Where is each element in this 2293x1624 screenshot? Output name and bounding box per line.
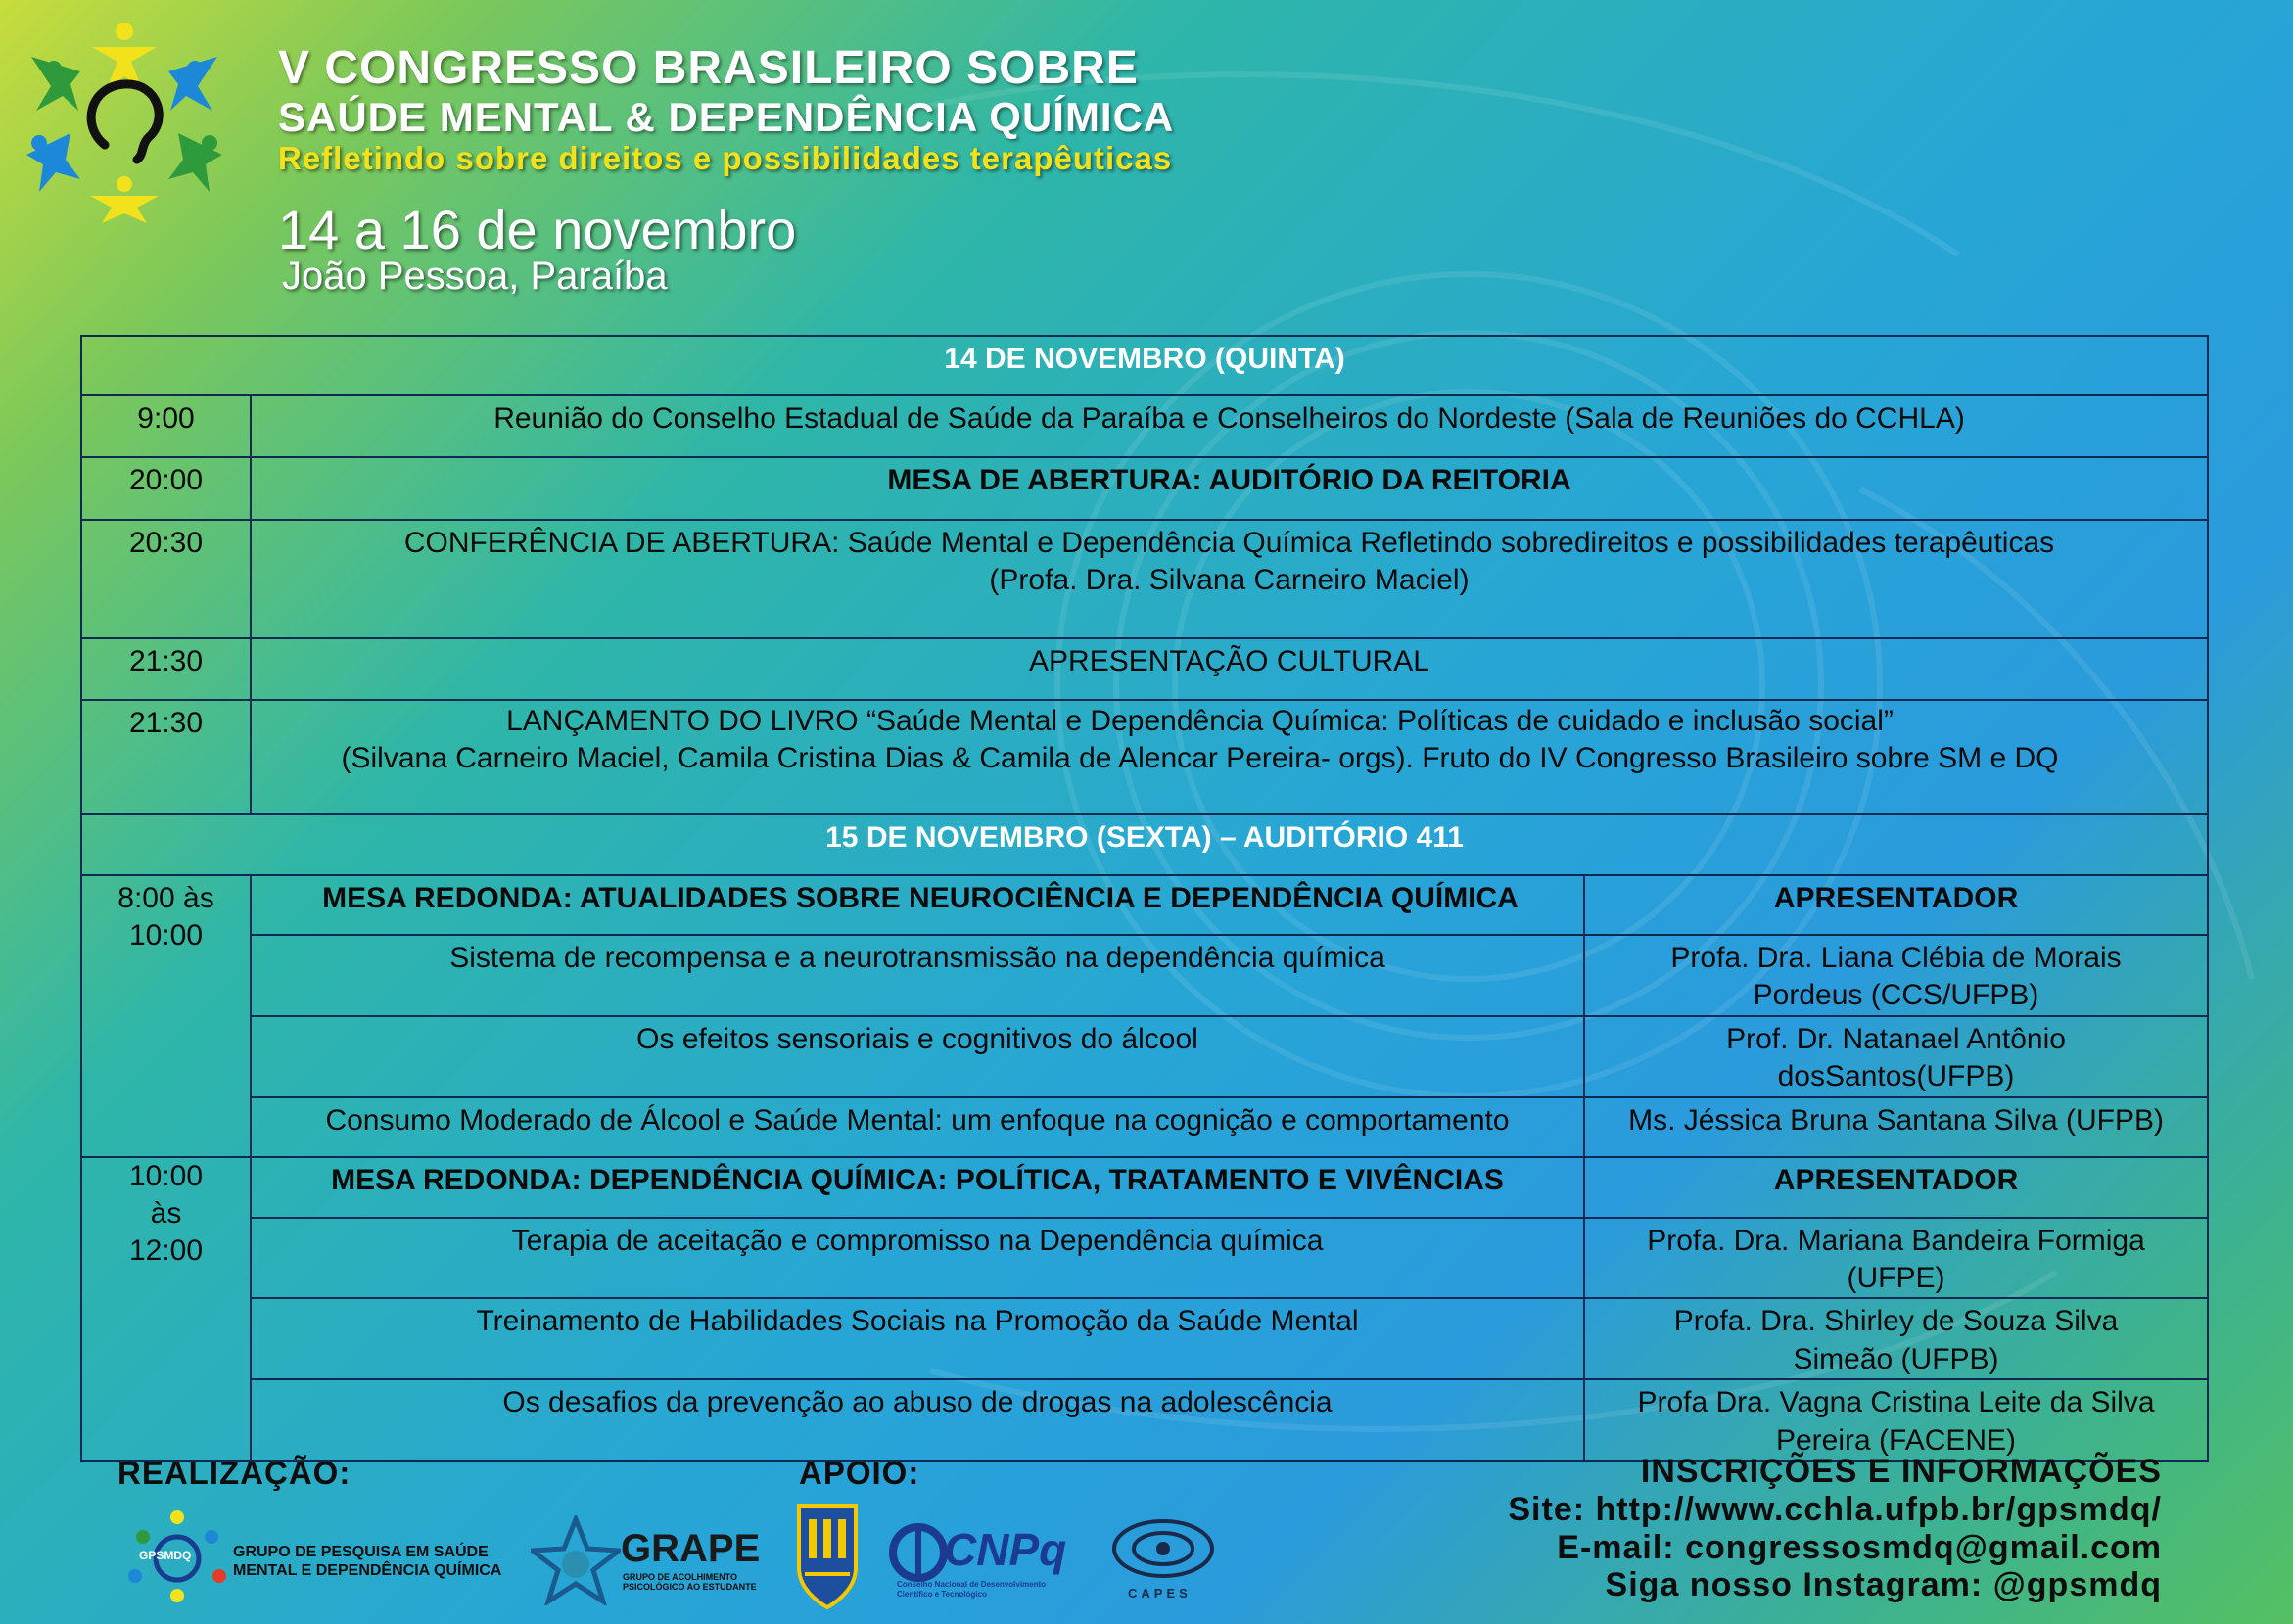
event-cell bbox=[251, 520, 2208, 638]
info-title: INSCRIÇÕES E INFORMAÇÕES bbox=[1640, 1453, 2162, 1490]
event-text: LANÇAMENTO DO LIVRO “Saúde Mental e Dependência Química: Políticas de cuidado e inclusão social” bbox=[506, 705, 1894, 737]
talk-presenter: Profa. Dra. Shirley de Souza Silva Simeão (UFPB) bbox=[1584, 1298, 2208, 1379]
talk-presenter: Profa Dra. Vagna Cristina Leite da Silva Pereira (FACENE) bbox=[1584, 1379, 2208, 1461]
talk-topic: Terapia de aceitação e compromisso na Dependência química bbox=[251, 1218, 1584, 1299]
table-row bbox=[81, 875, 2208, 935]
email-link[interactable]: E-mail: congressosmdq@gmail.com bbox=[1557, 1528, 2162, 1566]
capes-logo-icon bbox=[1108, 1513, 1218, 1592]
cnpq-name: CNPq bbox=[944, 1524, 1067, 1575]
table-row bbox=[81, 1298, 2208, 1379]
table-row bbox=[81, 1157, 2208, 1218]
congress-subtitle: Refletindo sobre direitos e possibilidades terapêuticas bbox=[278, 140, 1173, 176]
capes-name: CAPES bbox=[1128, 1586, 1192, 1601]
talk-topic: Sistema de recompensa e a neurotransmissão na dependência química bbox=[251, 935, 1584, 1016]
table-row bbox=[81, 935, 2208, 1016]
table-row bbox=[81, 1218, 2208, 1299]
session-time: 10:00 às 12:00 bbox=[81, 1157, 251, 1461]
table-row bbox=[81, 1097, 2208, 1157]
grape-sub-line: PSICOLÓGICO AO ESTUDANTE bbox=[623, 1582, 757, 1593]
time-cell: 20:30 bbox=[81, 520, 251, 638]
gpsmdq-name bbox=[233, 1543, 501, 1580]
table-row bbox=[81, 520, 2208, 638]
event-text: CONFERÊNCIA DE ABERTURA: Saúde Mental e Dependência Química Refletindo sobredireitos e possibilidades terapêuticas bbox=[403, 527, 2055, 559]
time-cell: 21:30 bbox=[81, 700, 251, 814]
table-row bbox=[81, 336, 2208, 395]
grape-sub bbox=[623, 1572, 757, 1593]
program-table bbox=[80, 335, 2209, 1462]
cnpq-sub-line: Conselho Nacional de Desenvolvimento bbox=[897, 1580, 1047, 1589]
cnpq-sub-line: Científico e Tecnológico bbox=[897, 1589, 987, 1599]
cnpq-sub bbox=[897, 1580, 1046, 1599]
day2-header: 15 DE NOVEMBRO (SEXTA) – AUDITÓRIO 411 bbox=[81, 814, 2208, 875]
talk-topic: Treinamento de Habilidades Sociais na Promoção da Saúde Mental bbox=[251, 1298, 1584, 1379]
event-cell: APRESENTAÇÃO CULTURAL bbox=[251, 638, 2208, 700]
time-cell: 21:30 bbox=[81, 638, 251, 700]
table-row bbox=[81, 395, 2208, 457]
event-speaker: (Profa. Dra. Silvana Carneiro Maciel) bbox=[989, 564, 1470, 597]
ufpb-crest-icon bbox=[795, 1500, 860, 1615]
grape-sub-line: GRUPO DE ACOLHIMENTO bbox=[623, 1572, 738, 1582]
event-cell bbox=[251, 700, 2208, 814]
presenter-header: APRESENTADOR bbox=[1584, 1157, 2208, 1218]
congress-title: V CONGRESSO BRASILEIRO SOBRE bbox=[278, 42, 1139, 94]
event-cell: Reunião do Conselho Estadual de Saúde da Paraíba e Conselheiros do Nordeste (Sala de Reuniões do CCHLA) bbox=[251, 395, 2208, 457]
congress-theme: SAÚDE MENTAL & DEPENDÊNCIA QUÍMICA bbox=[278, 94, 1175, 140]
talk-topic: Os efeitos sensoriais e cognitivos do álcool bbox=[251, 1016, 1584, 1097]
grape-logo-icon bbox=[531, 1515, 621, 1605]
table-row bbox=[81, 1379, 2208, 1461]
table-row bbox=[81, 1016, 2208, 1097]
table-row bbox=[81, 457, 2208, 520]
talk-presenter: Prof. Dr. Natanael Antônio dosSantos(UFPB) bbox=[1584, 1016, 2208, 1097]
realizacao-label: REALIZAÇÃO: bbox=[117, 1455, 351, 1491]
event-dates: 14 a 16 de novembro bbox=[278, 199, 797, 260]
event-speaker: (Silvana Carneiro Maciel, Camila Cristina Dias & Camila de Alencar Pereira- orgs). Fruto do IV Congresso Brasileiro sobre SM e DQ bbox=[341, 742, 2059, 775]
presenter-header: APRESENTADOR bbox=[1584, 875, 2208, 935]
gpsmdq-name-line: MENTAL E DEPENDÊNCIA QUÍMICA bbox=[233, 1562, 502, 1580]
instagram-link[interactable]: Siga nosso Instagram: @gpsmdq bbox=[1605, 1566, 2162, 1604]
event-city: João Pessoa, Paraíba bbox=[282, 255, 668, 298]
table-row bbox=[81, 638, 2208, 700]
session-title: MESA REDONDA: DEPENDÊNCIA QUÍMICA: POLÍTICA, TRATAMENTO E VIVÊNCIAS bbox=[251, 1157, 1584, 1218]
talk-topic: Consumo Moderado de Álcool e Saúde Mental: um enfoque na cognição e comportamento bbox=[251, 1097, 1584, 1157]
grape-name: GRAPE bbox=[621, 1527, 761, 1570]
site-link[interactable]: Site: http://www.cchla.ufpb.br/gpsmdq/ bbox=[1508, 1490, 2162, 1528]
session-title: MESA REDONDA: ATUALIDADES SOBRE NEUROCIÊNCIA E DEPENDÊNCIA QUÍMICA bbox=[251, 875, 1584, 935]
day1-header: 14 DE NOVEMBRO (QUINTA) bbox=[81, 336, 2208, 395]
table-row bbox=[81, 814, 2208, 875]
talk-presenter: Ms. Jéssica Bruna Santana Silva (UFPB) bbox=[1584, 1097, 2208, 1157]
gpsmdq-name-line: GRUPO DE PESQUISA EM SAÚDE bbox=[233, 1544, 489, 1560]
gpsmdq-badge: GPSMDQ bbox=[139, 1549, 192, 1562]
talk-topic: Os desafios da prevenção ao abuso de drogas na adolescência bbox=[251, 1379, 1584, 1461]
apoio-label: APOIO: bbox=[799, 1455, 920, 1491]
talk-presenter: Profa. Dra. Mariana Bandeira Formiga (UFPE) bbox=[1584, 1218, 2208, 1299]
session-time: 8:00 às 10:00 bbox=[81, 875, 251, 1157]
time-cell: 20:00 bbox=[81, 457, 251, 520]
table-row bbox=[81, 700, 2208, 814]
registration-info bbox=[1508, 1453, 2162, 1604]
congress-logo-icon bbox=[22, 18, 227, 223]
time-cell: 9:00 bbox=[81, 395, 251, 457]
event-cell: MESA DE ABERTURA: AUDITÓRIO DA REITORIA bbox=[251, 457, 2208, 520]
talk-presenter: Profa. Dra. Liana Clébia de Morais Pordeus (CCS/UFPB) bbox=[1584, 935, 2208, 1016]
